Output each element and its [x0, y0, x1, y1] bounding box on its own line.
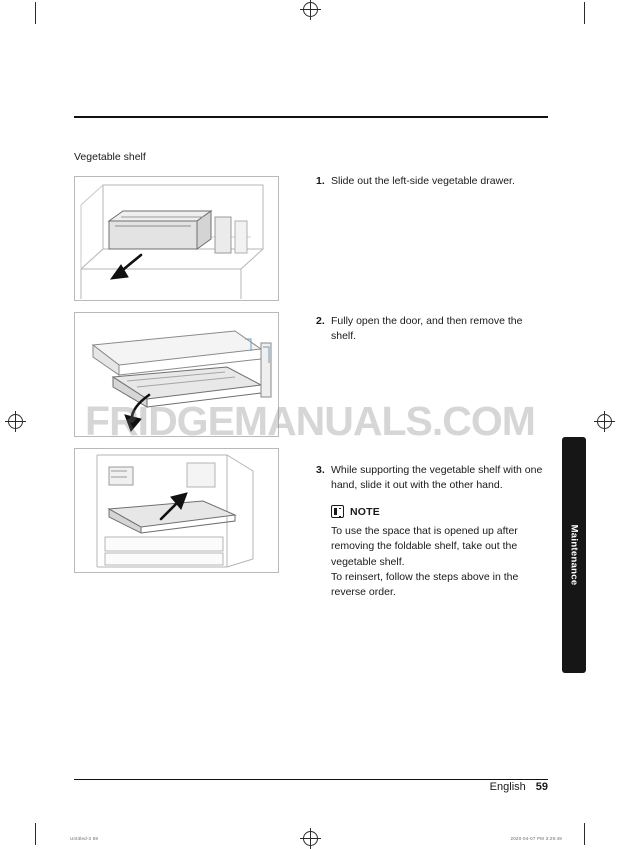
footer-rule [74, 779, 548, 780]
footer-page-number: 59 [535, 781, 548, 793]
watermark: FRIDGEMANUALS.COM [85, 398, 535, 444]
note-header [331, 505, 548, 518]
instruction-step-1 [316, 174, 548, 189]
figure-column [74, 176, 279, 584]
figure-shelf-removal [74, 312, 279, 437]
crop-mark-bottom-right [584, 823, 585, 845]
page-title: Vegetable shelf [74, 151, 146, 163]
step-text-2: Fully open the door, and then remove the shelf. [331, 315, 523, 343]
step-number-3: 3. [316, 463, 325, 476]
crop-mark-top-right [584, 2, 585, 24]
page-footer [74, 781, 548, 793]
registration-mark-left [8, 414, 23, 429]
section-tab-label: Maintenance [568, 524, 580, 586]
print-meta-left: Untitled-3 59 [70, 836, 99, 841]
note-paragraph-1: To use the space that is opened up after removing the foldable shelf, take out the vegetable shelf. [331, 525, 518, 568]
step-number-2: 2. [316, 315, 325, 328]
step-number-1: 1. [316, 175, 325, 187]
instruction-step-3 [316, 463, 548, 493]
step-text-3: While supporting the vegetable shelf with one hand, slide it out with the other hand. [331, 463, 543, 491]
registration-mark-top [303, 2, 318, 17]
instruction-column [316, 174, 548, 600]
print-meta-right: 2020-04-07 PM 3:29:49 [510, 836, 562, 841]
figure-shelf-support-slide [74, 448, 279, 573]
crop-mark-bottom-left [35, 823, 36, 845]
header-rule [74, 116, 548, 118]
note-book-icon [331, 505, 344, 518]
note-body [331, 524, 548, 600]
registration-mark-bottom [303, 831, 318, 846]
figure-vegetable-drawer-slide-out [74, 176, 279, 301]
crop-mark-top-left [35, 2, 36, 24]
section-tab-maintenance [562, 437, 586, 673]
registration-mark-right [597, 414, 612, 429]
footer-language: English [489, 781, 526, 793]
instruction-step-2 [316, 314, 548, 344]
note-paragraph-2: To reinsert, follow the steps above in the reverse order. [331, 570, 519, 598]
note-label: NOTE [350, 505, 380, 518]
step-text-1: Slide out the left-side vegetable drawer. [331, 175, 515, 187]
